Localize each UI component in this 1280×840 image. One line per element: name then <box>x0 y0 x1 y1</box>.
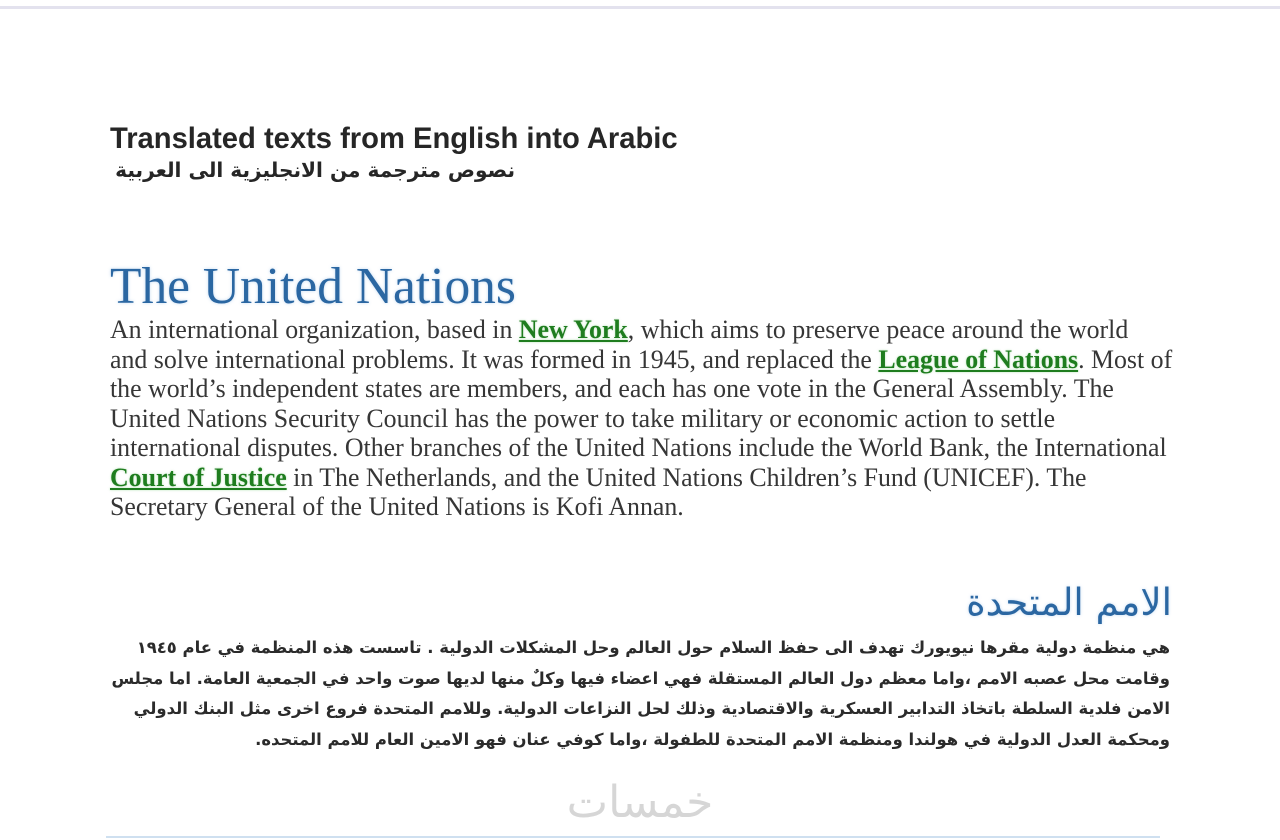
body-line <box>110 374 1114 404</box>
top-border-line <box>0 6 1280 9</box>
link-court-of-justice[interactable]: Court of Justice <box>110 462 287 492</box>
bottom-border-line <box>106 836 1160 838</box>
body-text: international disputes. Other branches of the United Nations include the World Bank, the International <box>110 433 1167 462</box>
article-title-en: The United Nations <box>110 258 516 315</box>
body-line <box>110 404 1055 434</box>
body-text: An international organization, based in <box>110 315 519 344</box>
body-line-ar: هي منظمة دولية مقرها نيويورك تهدف الى حفظ السلام حول العالم وحل المشكلات الدولية . تاسست هذه المنظمة في عام ١٩٤٥ <box>136 638 1170 657</box>
body-text: the world’s independent states are members, and each has one vote in the General Assembly. The <box>110 374 1114 403</box>
watermark-logo: خمسات <box>566 777 714 828</box>
body-line <box>110 315 1128 345</box>
body-text: in The Netherlands, and the United Nations Children’s Fund (UNICEF). The <box>286 462 1087 492</box>
link-league-of-nations[interactable]: League of Nations <box>878 344 1079 374</box>
body-text: , which aims to preserve peace around the world <box>627 315 1129 344</box>
link-new-york[interactable]: New York <box>518 315 628 344</box>
body-line-ar: وقامت محل عصبه الامم ،واما معظم دول العالم المستقلة فهي اعضاء فيها وكلٌ منها لديها صوت واحد في الجمعية العامة. اما مجلس <box>111 668 1170 688</box>
page-heading-en: Translated texts from English into Arabic <box>110 123 678 155</box>
body-line <box>110 433 1167 463</box>
body-text: and solve international problems. It was formed in 1945, and replaced the <box>110 344 879 374</box>
body-line <box>110 463 1087 493</box>
article-body-en <box>110 315 1172 522</box>
body-line <box>110 345 1172 375</box>
article-body-ar <box>110 633 1170 756</box>
article-title-ar: الامم المتحدة <box>966 580 1172 624</box>
body-line-ar: الامن فلدية السلطة باتخاذ التدابير العسكرية والاقتصادية وذلك لحل النزاعات الدولية. وللامم المتحدة فروع اخرى مثل البنك الدولي <box>133 699 1170 719</box>
page-heading-ar <box>110 156 515 184</box>
page-heading-ar-text: نصوص مترجمة من الانجليزية الى العربية <box>115 158 515 182</box>
body-line <box>110 492 684 522</box>
body-text: Secretary General of the United Nations is Kofi Annan. <box>110 492 684 521</box>
body-text: United Nations Security Council has the power to take military or economic action to settle <box>110 403 1056 433</box>
body-text: . Most of <box>1078 344 1173 374</box>
body-line-ar: ومحكمة العدل الدولية في هولندا ومنظمة الامم المتحدة للطفولة ،واما كوفي عنان فهو الامين العام للامم المتحده. <box>255 730 1170 750</box>
